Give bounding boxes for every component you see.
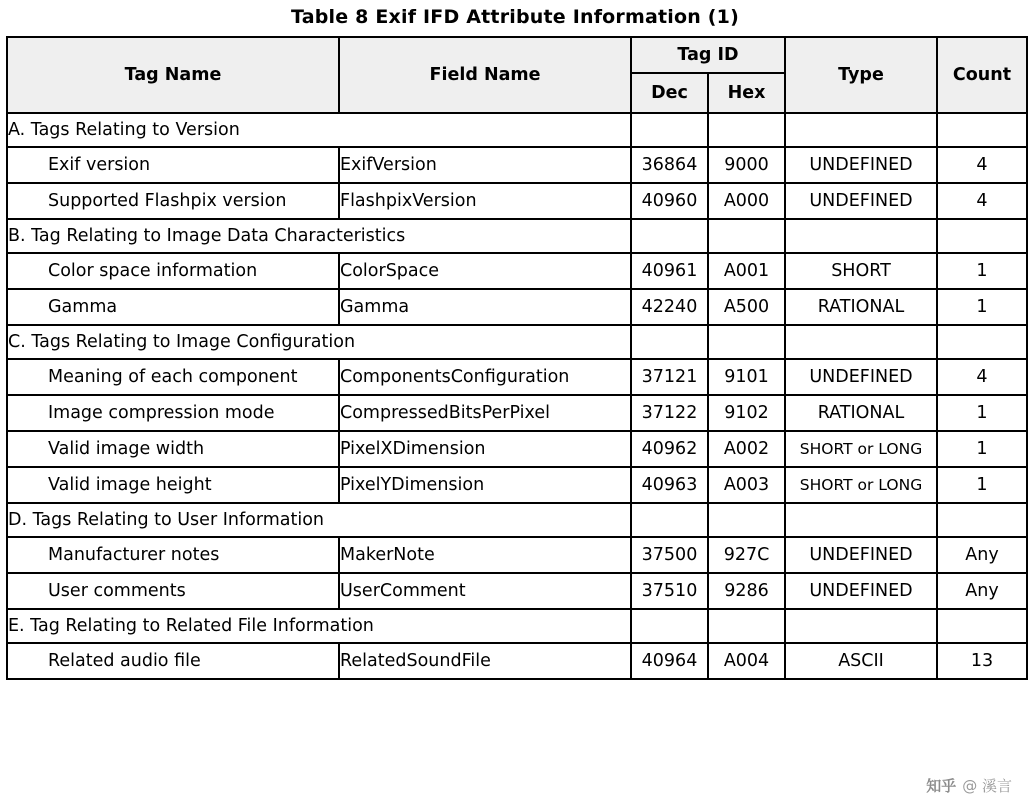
section-hex-spacer	[708, 325, 785, 359]
header-tag-name: Tag Name	[7, 37, 339, 113]
section-count-spacer	[937, 113, 1027, 147]
cell-type: UNDEFINED	[785, 573, 937, 609]
cell-field-name: FlashpixVersion	[339, 183, 631, 219]
cell-tag-name	[7, 643, 339, 679]
section-type-spacer	[785, 325, 937, 359]
cell-count: 1	[937, 467, 1027, 503]
cell-dec: 40961	[631, 253, 708, 289]
section-header-row	[7, 325, 1027, 359]
section-header-row	[7, 609, 1027, 643]
cell-dec: 37121	[631, 359, 708, 395]
watermark	[926, 775, 1012, 796]
tag-name-text: Gamma	[48, 297, 118, 317]
cell-field-name: PixelXDimension	[339, 431, 631, 467]
section-header-row	[7, 113, 1027, 147]
cell-hex: A500	[708, 289, 785, 325]
cell-count: 4	[937, 359, 1027, 395]
cell-tag-name	[7, 537, 339, 573]
table-row	[7, 395, 1027, 431]
cell-count: 1	[937, 289, 1027, 325]
cell-tag-name	[7, 183, 339, 219]
header-count: Count	[937, 37, 1027, 113]
table-row	[7, 573, 1027, 609]
cell-hex: A000	[708, 183, 785, 219]
section-count-spacer	[937, 609, 1027, 643]
tag-name-text: User comments	[48, 581, 186, 601]
cell-tag-name	[7, 147, 339, 183]
section-hex-spacer	[708, 219, 785, 253]
table-row	[7, 537, 1027, 573]
table-head	[7, 37, 1027, 113]
header-tag-id: Tag ID	[631, 37, 785, 73]
section-title: A. Tags Relating to Version	[7, 113, 631, 147]
cell-type: ASCII	[785, 643, 937, 679]
section-count-spacer	[937, 219, 1027, 253]
tag-name-text: Exif version	[48, 155, 151, 175]
cell-tag-name	[7, 467, 339, 503]
cell-count: 13	[937, 643, 1027, 679]
table-row	[7, 289, 1027, 325]
table-row	[7, 431, 1027, 467]
section-dec-spacer	[631, 325, 708, 359]
cell-dec: 37500	[631, 537, 708, 573]
cell-field-name: MakerNote	[339, 537, 631, 573]
cell-hex: 9286	[708, 573, 785, 609]
table-row	[7, 643, 1027, 679]
cell-type: SHORT	[785, 253, 937, 289]
cell-count: Any	[937, 573, 1027, 609]
cell-hex: A004	[708, 643, 785, 679]
cell-dec: 37122	[631, 395, 708, 431]
section-count-spacer	[937, 503, 1027, 537]
cell-dec: 40960	[631, 183, 708, 219]
cell-field-name: UserComment	[339, 573, 631, 609]
cell-tag-name	[7, 431, 339, 467]
cell-field-name: CompressedBitsPerPixel	[339, 395, 631, 431]
cell-type: UNDEFINED	[785, 359, 937, 395]
cell-field-name: Gamma	[339, 289, 631, 325]
tag-name-text: Supported Flashpix version	[48, 191, 287, 211]
cell-hex: 9101	[708, 359, 785, 395]
table-row	[7, 253, 1027, 289]
cell-type: UNDEFINED	[785, 147, 937, 183]
tag-name-text: Valid image width	[48, 439, 205, 459]
cell-count: 4	[937, 183, 1027, 219]
section-type-spacer	[785, 609, 937, 643]
cell-type: UNDEFINED	[785, 537, 937, 573]
table-row	[7, 359, 1027, 395]
section-title: E. Tag Relating to Related File Information	[7, 609, 631, 643]
tag-name-text: Related audio file	[48, 651, 201, 671]
section-type-spacer	[785, 503, 937, 537]
header-row-1	[7, 37, 1027, 73]
cell-count: Any	[937, 537, 1027, 573]
section-title: D. Tags Relating to User Information	[7, 503, 631, 537]
cell-hex: 927C	[708, 537, 785, 573]
cell-type: SHORT or LONG	[785, 467, 937, 503]
section-hex-spacer	[708, 503, 785, 537]
cell-count: 1	[937, 253, 1027, 289]
cell-field-name: RelatedSoundFile	[339, 643, 631, 679]
tag-name-text: Image compression mode	[48, 403, 275, 423]
header-field-name: Field Name	[339, 37, 631, 113]
tag-name-text: Color space information	[48, 261, 258, 281]
section-title: C. Tags Relating to Image Configuration	[7, 325, 631, 359]
section-type-spacer	[785, 219, 937, 253]
cell-type: UNDEFINED	[785, 183, 937, 219]
cell-dec: 40964	[631, 643, 708, 679]
cell-hex: A001	[708, 253, 785, 289]
cell-count: 1	[937, 395, 1027, 431]
section-count-spacer	[937, 325, 1027, 359]
cell-dec: 36864	[631, 147, 708, 183]
header-type: Type	[785, 37, 937, 113]
cell-field-name: PixelYDimension	[339, 467, 631, 503]
section-dec-spacer	[631, 609, 708, 643]
table-row	[7, 467, 1027, 503]
cell-field-name: ColorSpace	[339, 253, 631, 289]
cell-count: 1	[937, 431, 1027, 467]
cell-type: RATIONAL	[785, 289, 937, 325]
cell-hex: A003	[708, 467, 785, 503]
table-row	[7, 183, 1027, 219]
header-dec: Dec	[631, 73, 708, 113]
cell-hex: 9000	[708, 147, 785, 183]
section-hex-spacer	[708, 113, 785, 147]
section-dec-spacer	[631, 113, 708, 147]
cell-tag-name	[7, 289, 339, 325]
cell-tag-name	[7, 253, 339, 289]
exif-ifd-attribute-table	[6, 36, 1028, 680]
cell-hex: A002	[708, 431, 785, 467]
zhihu-logo: 知乎	[926, 777, 957, 795]
cell-hex: 9102	[708, 395, 785, 431]
table-caption: Table 8 Exif IFD Attribute Information (1)	[291, 6, 739, 28]
cell-dec: 40963	[631, 467, 708, 503]
tag-name-text: Meaning of each component	[48, 367, 298, 387]
table-body	[7, 113, 1027, 679]
cell-field-name: ExifVersion	[339, 147, 631, 183]
cell-tag-name	[7, 573, 339, 609]
section-dec-spacer	[631, 219, 708, 253]
cell-field-name: ComponentsConfiguration	[339, 359, 631, 395]
section-header-row	[7, 219, 1027, 253]
cell-count: 4	[937, 147, 1027, 183]
tag-name-text: Valid image height	[48, 475, 212, 495]
watermark-text: @ 溪言	[962, 777, 1012, 795]
cell-dec: 40962	[631, 431, 708, 467]
section-hex-spacer	[708, 609, 785, 643]
cell-tag-name	[7, 395, 339, 431]
cell-dec: 37510	[631, 573, 708, 609]
section-header-row	[7, 503, 1027, 537]
cell-dec: 42240	[631, 289, 708, 325]
header-hex: Hex	[708, 73, 785, 113]
cell-type: RATIONAL	[785, 395, 937, 431]
section-type-spacer	[785, 113, 937, 147]
tag-name-text: Manufacturer notes	[48, 545, 220, 565]
cell-type: SHORT or LONG	[785, 431, 937, 467]
section-title: B. Tag Relating to Image Data Characteristics	[7, 219, 631, 253]
cell-tag-name	[7, 359, 339, 395]
table-row	[7, 147, 1027, 183]
section-dec-spacer	[631, 503, 708, 537]
